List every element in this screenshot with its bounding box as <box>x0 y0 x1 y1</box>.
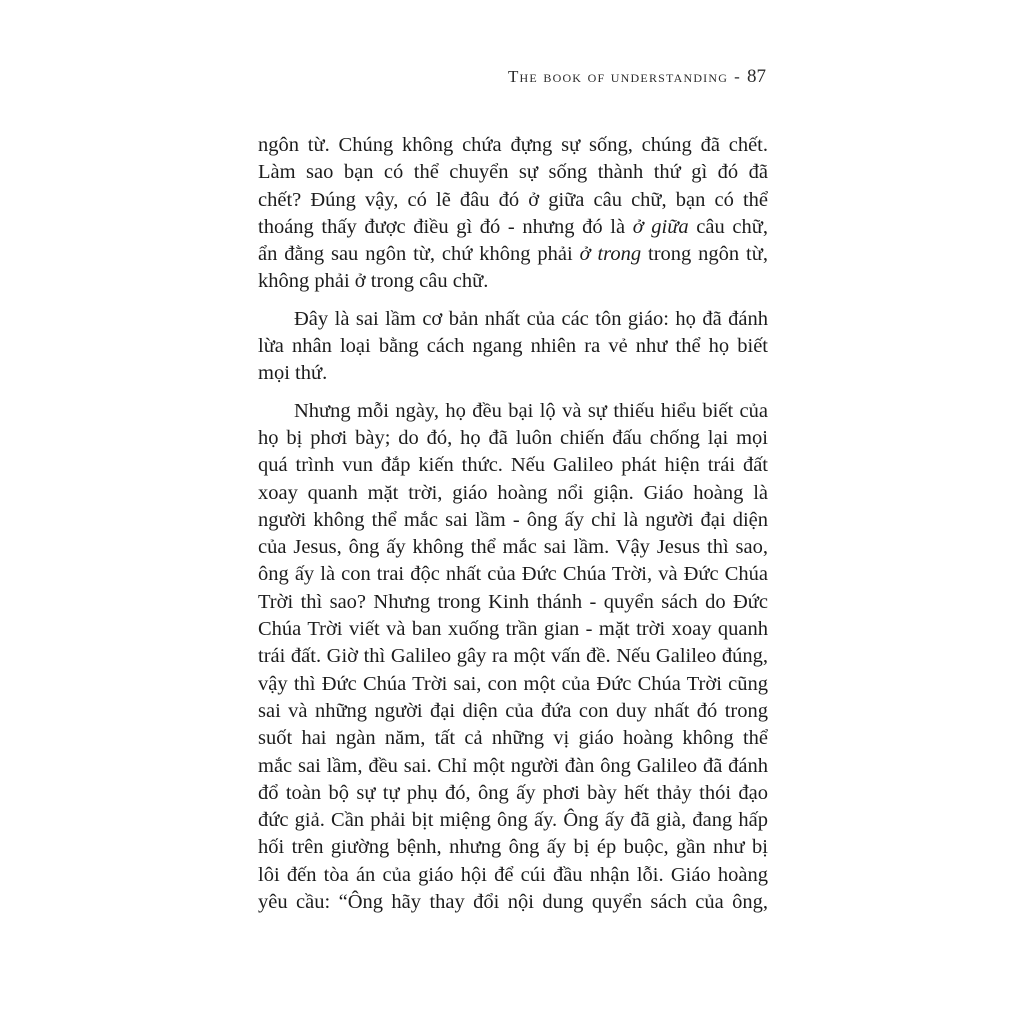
text-line: suốt hai ngàn năm, tất cả những vị giáo hoàng không thể <box>258 727 768 750</box>
text-segment: ẩn đằng sau ngôn từ, chứ không phải <box>258 243 580 266</box>
text-segment: thoáng thấy được điều gì đó - nhưng đó là <box>258 215 633 238</box>
paragraph-1 <box>258 132 768 296</box>
text-line: trái đất. Giờ thì Galileo gây ra một vấn đề. Nếu Galileo đúng, <box>258 645 768 668</box>
text-line: không phải ở trong câu chữ. <box>258 270 489 293</box>
text-line: đức giả. Cần phải bịt miệng ông ấy. Ông ấy đã già, đang hấp <box>258 809 768 832</box>
paragraph-3 <box>258 398 768 917</box>
book-page <box>258 0 768 1024</box>
text-line: đổ toàn bộ sự tự phụ đó, ông ấy phơi bày hết thảy thói đạo <box>258 781 768 804</box>
text-line: ông ấy là con trai độc nhất của Đức Chúa Trời, và Đức Chúa <box>258 563 768 586</box>
text-segment: trong ngôn từ, <box>641 243 768 266</box>
text-line: lừa nhân loại bằng cách ngang nhiên ra vẻ như thể họ biết <box>258 335 768 358</box>
text-line: quá trình vun đắp kiến thức. Nếu Galileo phát hiện trái đất <box>258 454 768 477</box>
text-line: lôi đến tòa án của giáo hội để cúi đầu nhận lỗi. Giáo hoàng <box>258 863 768 886</box>
text-line: ngôn từ. Chúng không chứa đựng sự sống, chúng đã chết. <box>258 134 768 156</box>
running-head-separator: - <box>734 67 741 86</box>
text-line: Chúa Trời viết và ban xuống trần gian - mặt trời xoay quanh <box>258 618 768 641</box>
text-line: Nhưng mỗi ngày, họ đều bại lộ và sự thiếu hiểu biết của <box>294 399 768 422</box>
paragraph-2 <box>258 306 768 388</box>
book-title: The book of understanding <box>507 67 729 86</box>
running-head <box>508 66 766 88</box>
text-line: Đây là sai lầm cơ bản nhất của các tôn giáo: họ đã đánh <box>294 307 768 330</box>
text-line: xoay quanh mặt trời, giáo hoàng nổi giận. Giáo hoàng là <box>258 481 768 504</box>
text-line: mọi thứ. <box>258 362 328 385</box>
text-line: mắc sai lầm, đều sai. Chỉ một người đàn ông Galileo đã đánh <box>258 754 768 777</box>
text-line: hối trên giường bệnh, nhưng ông ấy bị ép buộc, gần như bị <box>258 836 768 859</box>
text-line: người không thể mắc sai lầm - ông ấy chỉ là người đại diện <box>258 508 768 531</box>
text-line: của Jesus, ông ấy không thể mắc sai lầm. Vậy Jesus thì sao, <box>258 536 768 559</box>
text-line: Làm sao bạn có thể chuyển sự sống thành thứ gì đó đã <box>258 161 768 184</box>
text-line: Trời thì sao? Nhưng trong Kinh thánh - quyển sách do Đức <box>258 590 768 613</box>
text-line: họ bị phơi bày; do đó, họ đã luôn chiến đấu chống lại mọi <box>258 426 768 449</box>
emphasis-text: ở trong <box>579 243 642 266</box>
text-line: sai và những người đại diện của đứa con duy nhất đó trong <box>258 699 768 722</box>
text-line: chết? Đúng vậy, có lẽ đâu đó ở giữa câu chữ, bạn có thể <box>258 188 768 211</box>
text-line <box>258 241 768 268</box>
text-line: yêu cầu: “Ông hãy thay đổi nội dung quyển sách của ông, <box>258 891 768 914</box>
text-line <box>258 214 768 241</box>
page-number: 87 <box>747 66 766 87</box>
text-segment: câu chữ, <box>688 215 768 238</box>
text-line: vậy thì Đức Chúa Trời sai, con một của Đức Chúa Trời cũng <box>258 672 768 695</box>
emphasis-text: ở giữa <box>632 215 689 238</box>
body-text <box>258 132 768 916</box>
